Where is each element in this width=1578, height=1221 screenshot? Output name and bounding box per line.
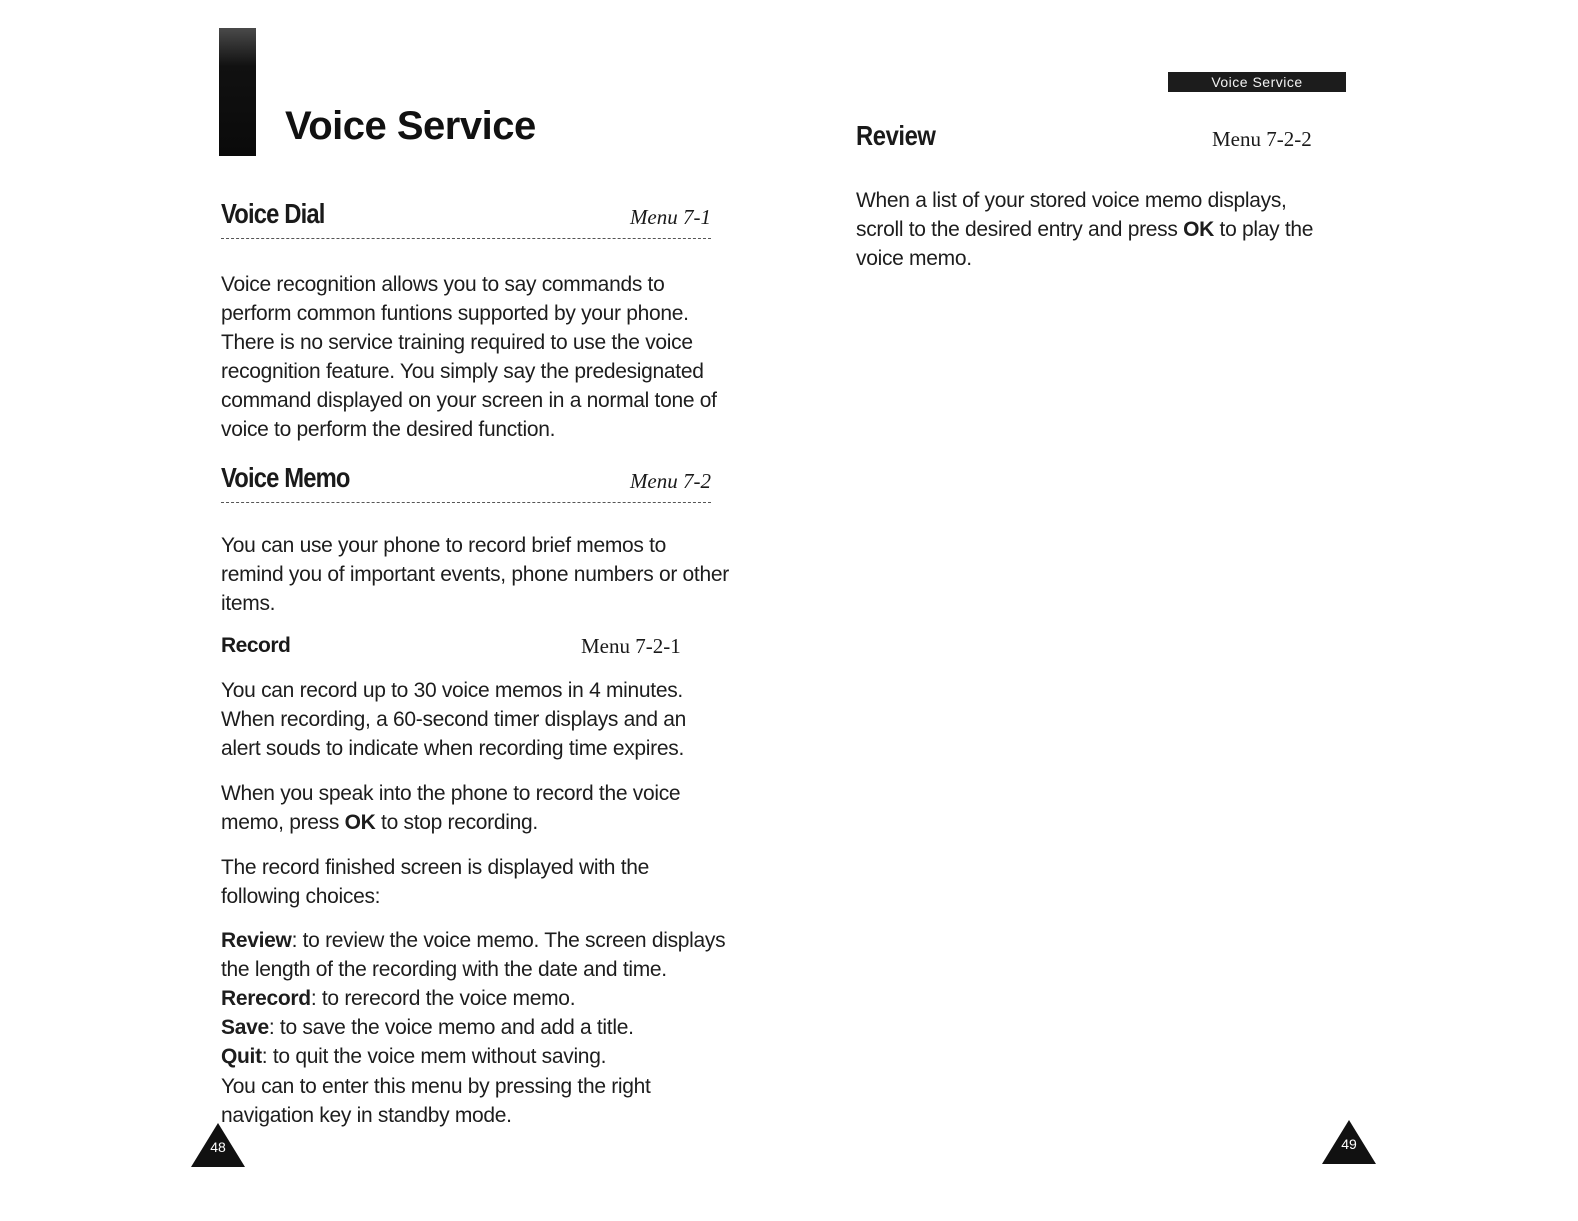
- chapter-title: Voice Service: [285, 104, 536, 148]
- text-line: voice memo.: [856, 247, 972, 270]
- subsection-title-review: Review: [856, 120, 936, 151]
- section-title: Voice Memo: [221, 462, 350, 493]
- text-line: The record finished screen is displayed with the: [221, 856, 649, 879]
- chapter-tab: Voice Service: [1168, 72, 1346, 92]
- voice-memo-body: [221, 531, 729, 618]
- text-line: memo, press: [221, 811, 345, 834]
- text-line: recognition feature. You simply say the predesignated: [221, 360, 704, 383]
- menu-number: Menu 7-2-1: [581, 634, 681, 658]
- review-body: [856, 186, 1313, 273]
- text-line: You can record up to 30 voice memos in 4 minutes.: [221, 679, 683, 702]
- choice-desc: : to quit the voice mem without saving.: [261, 1045, 607, 1068]
- page-number: 49: [1341, 1136, 1357, 1152]
- text-line: When recording, a 60-second timer displays and an: [221, 708, 687, 731]
- text-line: When a list of your stored voice memo displays,: [856, 189, 1287, 212]
- section-header: [221, 198, 711, 239]
- page-number-badge: [1320, 1118, 1378, 1166]
- ok-key-label: OK: [344, 811, 376, 834]
- chapter-marker-bar: [219, 28, 256, 156]
- text-line: remind you of important events, phone numbers or other: [221, 563, 729, 586]
- choice-term: Review: [221, 929, 292, 952]
- text-line: scroll to the desired entry and press: [856, 218, 1184, 241]
- section-header: [221, 462, 711, 503]
- page-number: 48: [210, 1139, 226, 1155]
- text-line: Voice recognition allows you to say commands to: [221, 273, 665, 296]
- choice-term: Quit: [221, 1045, 262, 1068]
- text-line: voice to perform the desired function.: [221, 418, 556, 441]
- choice-term: Rerecord: [221, 987, 311, 1010]
- text-line: items.: [221, 592, 276, 615]
- text-line: You can to enter this menu by pressing the right: [221, 1075, 651, 1098]
- voice-dial-body: [221, 270, 717, 444]
- record-choices-list: [221, 926, 725, 1071]
- record-closing-note: [221, 1072, 651, 1130]
- section-voice-memo: [221, 462, 711, 503]
- record-paragraph-1: [221, 676, 686, 763]
- menu-number: Menu 7-2-2: [1212, 127, 1312, 151]
- text-line: to play the: [1214, 218, 1314, 241]
- choice-desc: : to review the voice memo. The screen displays: [291, 929, 726, 952]
- ok-key-label: OK: [1183, 218, 1215, 241]
- text-line: When you speak into the phone to record the voice: [221, 782, 681, 805]
- text-line: There is no service training required to use the voice: [221, 331, 693, 354]
- page-number-badge: [189, 1121, 247, 1169]
- text-line: navigation key in standby mode.: [221, 1104, 512, 1127]
- menu-number: Menu 7-1: [629, 205, 711, 229]
- record-paragraph-2: [221, 779, 680, 837]
- choice-desc: : to save the voice memo and add a title.: [268, 1016, 634, 1039]
- text-line: alert souds to indicate when recording time expires.: [221, 737, 684, 760]
- subsection-title-record: Record: [221, 634, 291, 657]
- text-line: perform common funtions supported by your phone.: [221, 302, 689, 325]
- section-voice-dial: [221, 198, 711, 239]
- text-line: to stop recording.: [375, 811, 538, 834]
- text-line: command displayed on your screen in a normal tone of: [221, 389, 717, 412]
- record-paragraph-3: [221, 853, 649, 911]
- choice-desc: : to rerecord the voice memo.: [310, 987, 576, 1010]
- section-title: Voice Dial: [221, 198, 325, 229]
- text-line: You can use your phone to record brief memos to: [221, 534, 667, 557]
- right-page: [789, 0, 1578, 1221]
- text-line: following choices:: [221, 885, 381, 908]
- choice-desc: the length of the recording with the date and time.: [221, 958, 667, 981]
- menu-number: Menu 7-2: [629, 469, 711, 493]
- choice-term: Save: [221, 1016, 269, 1039]
